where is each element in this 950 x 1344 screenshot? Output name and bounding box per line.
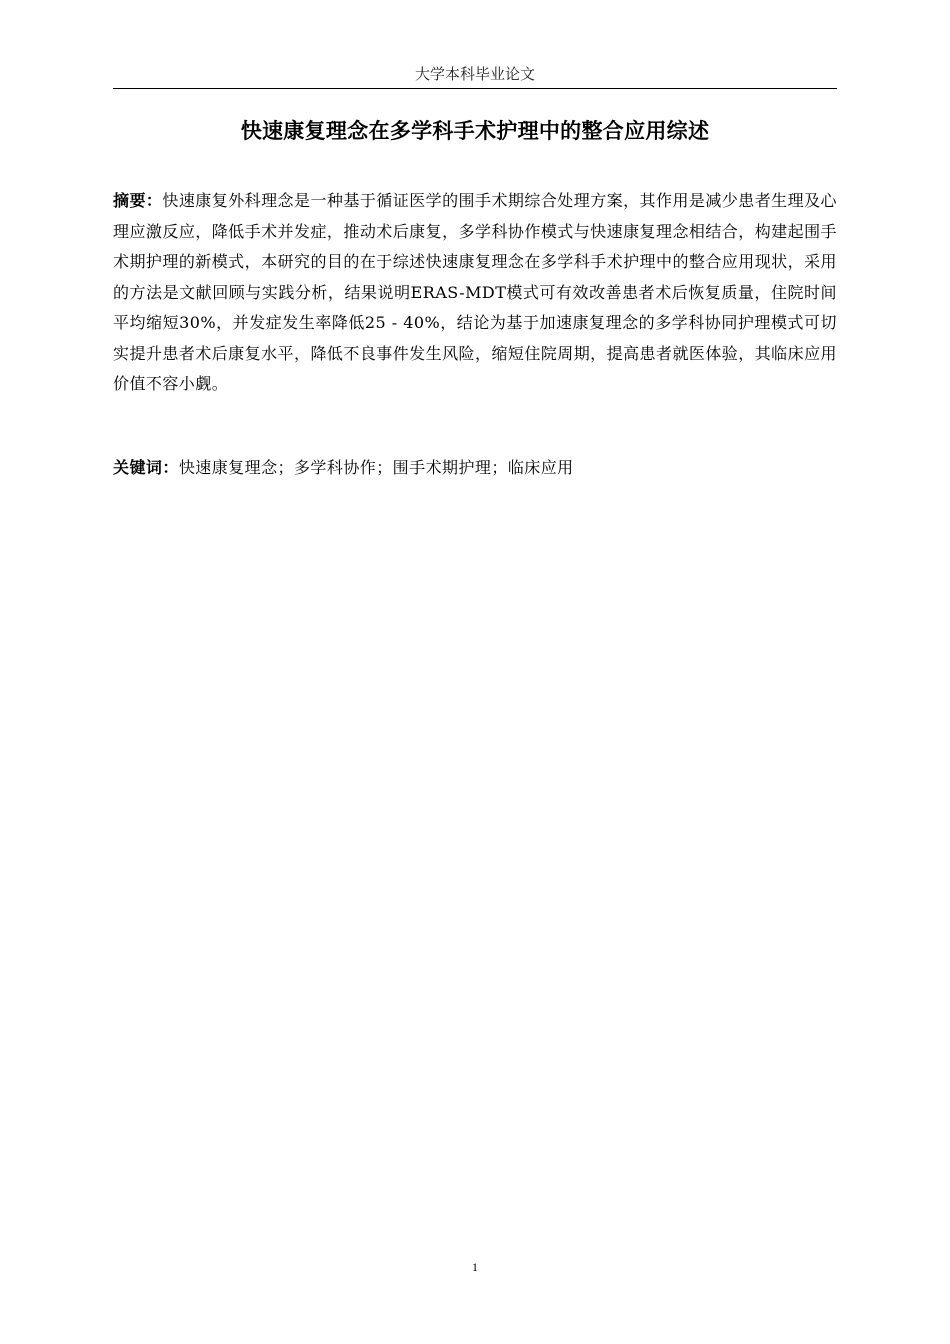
abstract-label: 摘要： — [113, 191, 163, 210]
abstract-paragraph — [113, 186, 837, 400]
page-header: 大学本科毕业论文 — [113, 64, 837, 89]
keywords-line — [113, 453, 837, 483]
abstract-text: 快速康复外科理念是一种基于循证医学的围手术期综合处理方案，其作用是减少患者生理及心理应激反应，降低手术并发症，推动术后康复，多学科协作模式与快速康复理念相结合，构建起围手术期护理的新模式，本研究的目的在于综述快速康复理念在多学科手术护理中的整合应用现状，采用的方法是文献回顾与实践分析，结果说明ERAS-MDT模式可有效改善患者术后恢复质量，住院时间平均缩短30%，并发症发生率降低25 - 40%，结论为基于加速康复理念的多学科协同护理模式可切实提升患者术后康复水平，降低不良事件发生风险，缩短住院周期，提高患者就医体验，其临床应用价值不容小觑。 — [113, 191, 838, 393]
paper-title: 快速康复理念在多学科手术护理中的整合应用综述 — [240, 119, 710, 143]
page-number: 1 — [472, 1260, 478, 1274]
keywords-label: 关键词： — [113, 458, 179, 477]
keywords-text: 快速康复理念；多学科协作；围手术期护理；临床应用 — [178, 458, 574, 477]
